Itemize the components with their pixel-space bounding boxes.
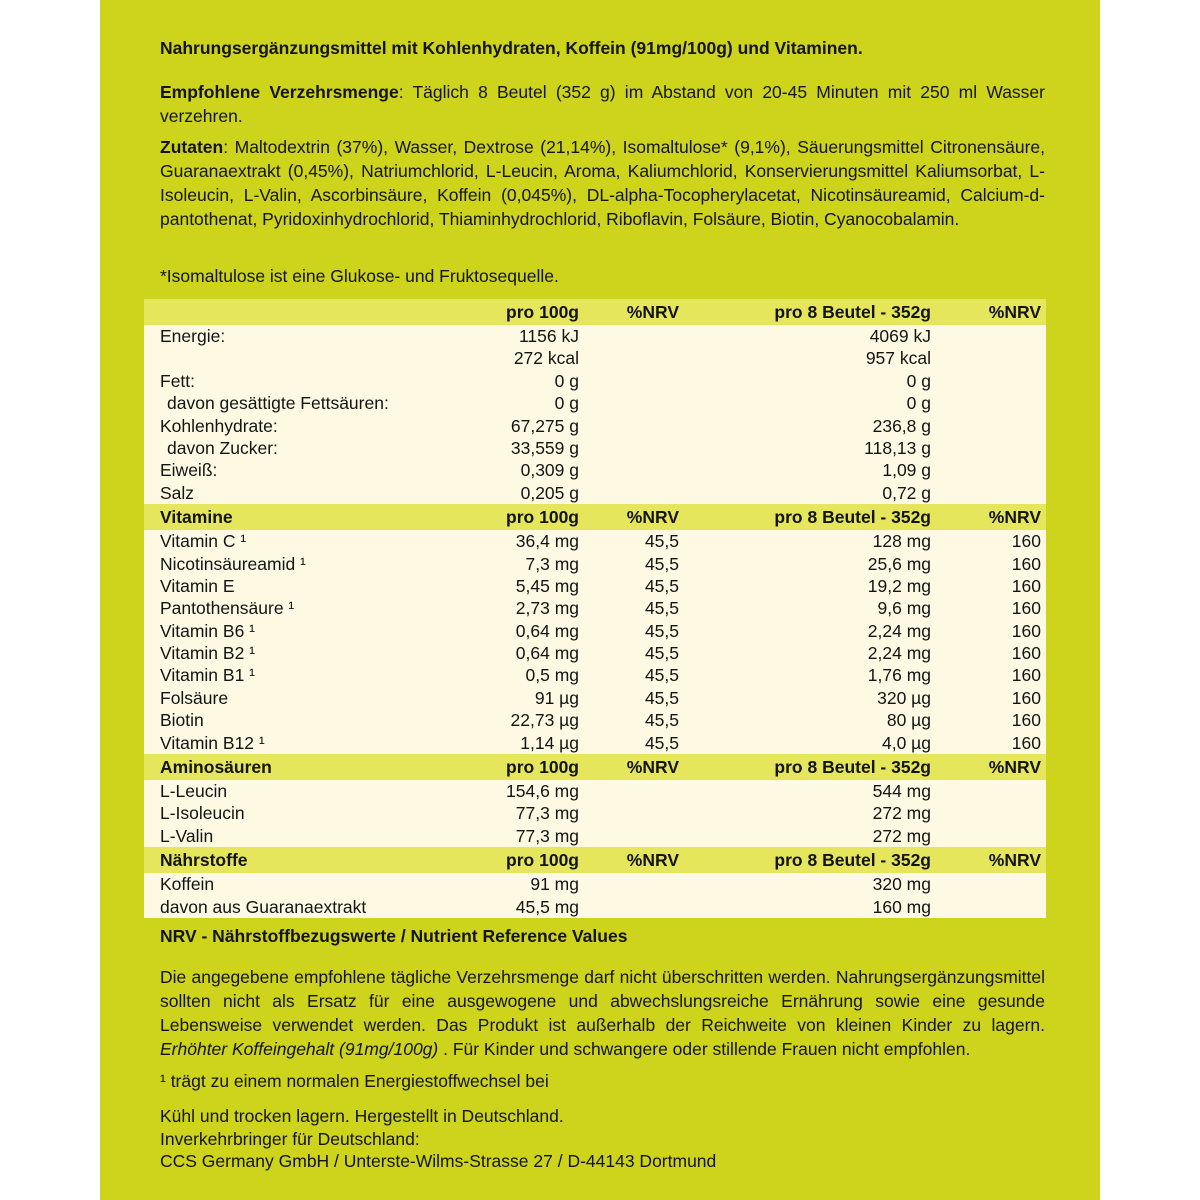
nrv-per-8-beutel <box>931 780 1046 802</box>
nrv-per-8-beutel <box>931 802 1046 824</box>
table-column-header-row <box>144 299 1046 325</box>
ingredients-label: Zutaten <box>160 136 224 157</box>
value-per-100g: 0,5 mg <box>525 665 579 686</box>
nrv-per-8-beutel <box>931 896 1046 918</box>
nrv-per-100g <box>579 482 679 504</box>
nrv-per-100g <box>579 415 679 437</box>
nutrient-name: Salz <box>160 482 195 503</box>
value-per-8-beutel: 0 g <box>906 393 931 414</box>
table-row <box>144 687 1046 709</box>
energy-metabolism-footnote: ¹ trägt zu einem normalen Energiestoffwechsel bei <box>160 1070 549 1091</box>
column-header-pro100g: pro 100g <box>506 757 579 778</box>
nrv-per-8-beutel <box>931 482 1046 504</box>
nutrient-name: davon aus Guaranaextrakt <box>160 896 367 917</box>
nutrient-name: Vitamin E <box>160 575 235 596</box>
value-per-8-beutel: 957 kcal <box>865 348 931 369</box>
column-header-nrv: %NRV <box>988 302 1041 322</box>
table-row <box>144 802 1046 824</box>
nutrient-name: Vitamin B1 ¹ <box>160 665 255 686</box>
table-row <box>144 347 1046 369</box>
column-header-pro8beutel: pro 8 Beutel - 352g <box>774 507 931 528</box>
column-header-pro8beutel: pro 8 Beutel - 352g <box>774 757 931 778</box>
nutrient-name: davon Zucker: <box>167 437 278 458</box>
distributor-label: Inverkehrbringer für Deutschland: <box>160 1128 420 1149</box>
value-per-100g: 0,309 g <box>520 460 579 481</box>
value-per-8-beutel: 272 mg <box>872 825 931 846</box>
value-per-100g: 77,3 mg <box>515 825 579 846</box>
recommended-serving-text: : Täglich 8 Beutel (352 g) im Abstand von 20-45 Minuten mit 250 ml Wasser verzehren. <box>160 81 1045 126</box>
value-per-100g: 33,559 g <box>510 437 579 458</box>
value-per-8-beutel: 4069 kJ <box>869 326 931 346</box>
column-header-nrv: %NRV <box>988 757 1041 778</box>
table-row <box>144 415 1046 437</box>
value-per-100g: 1156 kJ <box>519 326 579 346</box>
value-per-100g: 2,73 mg <box>515 598 579 619</box>
section-header-row <box>144 754 1046 780</box>
nrv-per-8-beutel: 160 <box>1011 687 1041 708</box>
ingredients-paragraph <box>160 135 1045 231</box>
table-row <box>144 732 1046 754</box>
table-row <box>144 392 1046 414</box>
value-per-8-beutel: 236,8 g <box>872 415 931 436</box>
value-per-100g: 36,4 mg <box>515 531 579 552</box>
nutrient-name: L-Leucin <box>160 781 228 802</box>
column-header-nrv: %NRV <box>626 507 679 528</box>
value-per-8-beutel: 320 mg <box>872 874 931 895</box>
nrv-per-100g <box>579 896 679 918</box>
value-per-100g: 77,3 mg <box>515 803 579 824</box>
nrv-per-100g <box>579 873 679 895</box>
nutrient-name: Pantothensäure ¹ <box>160 598 295 619</box>
column-header-nrv: %NRV <box>626 302 679 322</box>
column-header-pro100g: pro 100g <box>506 302 579 322</box>
nrv-per-8-beutel <box>931 325 1046 347</box>
nutrient-name: davon gesättigte Fettsäuren: <box>167 393 389 414</box>
nrv-per-8-beutel: 160 <box>1011 575 1041 596</box>
nrv-per-8-beutel: 160 <box>1011 643 1041 664</box>
nutrient-name <box>144 347 459 369</box>
nrv-per-8-beutel <box>931 370 1046 392</box>
nutrient-name: L-Isoleucin <box>160 803 245 824</box>
nrv-per-8-beutel <box>931 459 1046 481</box>
value-per-8-beutel: 272 mg <box>872 803 931 824</box>
section-title: Aminosäuren <box>160 757 272 778</box>
table-row <box>144 664 1046 686</box>
nutrient-name: Vitamin C ¹ <box>160 531 247 552</box>
nrv-per-8-beutel: 160 <box>1011 732 1041 753</box>
value-per-8-beutel: 2,24 mg <box>867 620 931 641</box>
value-per-100g: 22,73 µg <box>510 710 579 731</box>
nrv-per-100g: 45,5 <box>644 665 679 686</box>
value-per-100g: 91 µg <box>534 687 579 708</box>
nrv-per-8-beutel: 160 <box>1011 665 1041 686</box>
value-per-8-beutel: 19,2 mg <box>867 575 931 596</box>
nrv-per-100g: 45,5 <box>644 553 679 574</box>
nutrient-name: Folsäure <box>160 687 229 708</box>
value-per-100g: 0,64 mg <box>515 643 579 664</box>
product-label-sheet <box>100 0 1100 1200</box>
table-row <box>144 780 1046 802</box>
warning-text-end: . Für Kinder und schwangere oder stillende Frauen nicht empfohlen. <box>438 1038 971 1059</box>
table-row <box>144 873 1046 895</box>
nrv-per-8-beutel: 160 <box>1011 531 1041 552</box>
column-header-nrv: %NRV <box>988 507 1041 528</box>
nrv-per-8-beutel <box>931 437 1046 459</box>
nrv-per-8-beutel <box>931 873 1046 895</box>
value-per-100g: 1,14 µg <box>520 732 579 753</box>
nrv-per-8-beutel <box>931 392 1046 414</box>
nrv-per-100g <box>579 370 679 392</box>
table-row <box>144 530 1046 552</box>
value-per-8-beutel: 128 mg <box>872 531 931 552</box>
nrv-per-100g: 45,5 <box>644 643 679 664</box>
nrv-per-100g: 45,5 <box>644 531 679 552</box>
product-description: Nahrungsergänzungsmittel mit Kohlenhydraten, Koffein (91mg/100g) und Vitaminen. <box>160 37 863 58</box>
value-per-8-beutel: 160 mg <box>872 896 931 917</box>
value-per-8-beutel: 4,0 µg <box>881 732 931 753</box>
warning-text: Die angegebene empfohlene tägliche Verzehrsmenge darf nicht überschritten werden. Nahrungsergänzungsmittel sollten nicht als Ersatz für eine ausgewogene und abwechslungsreiche Ernährung sowie eine gesunde Lebensweise verwendet werden. Das Produkt ist außerhalb der Reichweite von kleinen Kinder zu lagern. <box>160 966 1045 1035</box>
value-per-100g: 7,3 mg <box>525 553 579 574</box>
table-row <box>144 553 1046 575</box>
table-row <box>144 620 1046 642</box>
nutrient-name: Kohlenhydrate: <box>160 415 278 436</box>
nutrient-name: Koffein <box>160 874 215 895</box>
table-row <box>144 437 1046 459</box>
value-per-100g: 0,64 mg <box>515 620 579 641</box>
nutrient-name: Nicotinsäureamid ¹ <box>160 553 306 574</box>
nrv-per-100g <box>579 392 679 414</box>
column-header-nrv: %NRV <box>626 850 679 871</box>
nrv-per-100g <box>579 802 679 824</box>
value-per-100g: 272 kcal <box>513 348 579 369</box>
nrv-per-8-beutel <box>931 415 1046 437</box>
nutrient-name: L-Valin <box>160 825 214 846</box>
nutrient-name: Vitamin B6 ¹ <box>160 620 255 641</box>
value-per-8-beutel: 0 g <box>906 370 931 391</box>
table-row <box>144 459 1046 481</box>
nrv-per-100g: 45,5 <box>644 598 679 619</box>
section-header-row <box>144 504 1046 530</box>
nrv-per-100g: 45,5 <box>644 710 679 731</box>
manufacturer-block <box>160 1105 1045 1173</box>
value-per-100g: 5,45 mg <box>515 575 579 596</box>
table-row <box>144 575 1046 597</box>
value-per-100g: 0 g <box>554 370 579 391</box>
value-per-8-beutel: 80 µg <box>886 710 931 731</box>
recommended-serving-label: Empfohlene Verzehrsmenge <box>160 81 399 102</box>
storage-instruction: Kühl und trocken lagern. Hergestellt in Deutschland. <box>160 1106 564 1126</box>
nrv-per-8-beutel: 160 <box>1011 710 1041 731</box>
column-header-pro8beutel: pro 8 Beutel - 352g <box>774 850 931 871</box>
table-row <box>144 482 1046 504</box>
nrv-per-100g <box>579 459 679 481</box>
value-per-8-beutel: 1,76 mg <box>867 665 931 686</box>
table-row <box>144 370 1046 392</box>
value-per-8-beutel: 544 mg <box>872 781 931 802</box>
nutrient-name: Vitamin B12 ¹ <box>160 732 265 753</box>
nrv-per-8-beutel: 160 <box>1011 598 1041 619</box>
nrv-per-100g: 45,5 <box>644 620 679 641</box>
value-per-100g: 67,275 g <box>510 415 579 436</box>
nutrient-name: Energie: <box>160 326 226 346</box>
value-per-8-beutel: 0,72 g <box>882 482 931 503</box>
table-row <box>144 825 1046 847</box>
nrv-per-100g <box>579 825 679 847</box>
value-per-100g: 91 mg <box>530 874 579 895</box>
value-per-8-beutel: 9,6 mg <box>877 598 931 619</box>
table-row <box>144 709 1046 731</box>
table-row <box>144 597 1046 619</box>
value-per-8-beutel: 25,6 mg <box>867 553 931 574</box>
distributor-address: CCS Germany GmbH / Unterste-Wilms-Strasse 27 / D-44143 Dortmund <box>160 1151 717 1171</box>
nrv-per-8-beutel <box>931 825 1046 847</box>
nrv-per-100g <box>579 347 679 369</box>
nrv-per-100g: 45,5 <box>644 732 679 753</box>
isomaltulose-note: *Isomaltulose ist eine Glukose- und Fruktosequelle. <box>160 265 559 286</box>
value-per-100g: 0 g <box>554 393 579 414</box>
nrv-per-100g: 45,5 <box>644 575 679 596</box>
caffeine-warning-italic: Erhöhter Koffeingehalt (91mg/100g) <box>160 1038 439 1059</box>
nrv-per-100g <box>579 780 679 802</box>
warning-paragraph <box>160 965 1045 1061</box>
value-per-8-beutel: 1,09 g <box>882 460 931 481</box>
column-header-pro8beutel: pro 8 Beutel - 352g <box>774 302 931 322</box>
value-per-8-beutel: 118,13 g <box>864 437 931 458</box>
nrv-per-100g <box>579 325 679 347</box>
section-title: Nährstoffe <box>160 850 248 871</box>
column-header-nrv: %NRV <box>626 757 679 778</box>
ingredients-text: : Maltodextrin (37%), Wasser, Dextrose (21,14%), Isomaltulose* (9,1%), Säuerungsmittel Citronensäure, Guaranaextrakt (0,45%), Natriumchlorid, L-Leucin, Aroma, Kaliumchlorid, Konservierungsmittel Kaliumsorbat, L-Isoleucin, L-Valin, Ascorbinsäure, Koffein (0,045%), DL-alpha-Tocopherylacetat, Nicotinsäureamid, Calcium-d-pantothenat, Pyridoxinhydrochlorid, Thiaminhydrochlorid, Riboflavin, Folsäure, Biotin, Cyanocobalamin. <box>160 136 1045 229</box>
section-title <box>144 299 459 325</box>
nrv-per-100g <box>579 437 679 459</box>
column-header-pro100g: pro 100g <box>506 507 579 528</box>
nrv-per-100g: 45,5 <box>644 687 679 708</box>
table-row <box>144 642 1046 664</box>
nrv-per-8-beutel: 160 <box>1011 620 1041 641</box>
value-per-8-beutel: 320 µg <box>877 687 931 708</box>
nrv-note: NRV - Nährstoffbezugswerte / Nutrient Reference Values <box>160 925 628 946</box>
recommended-serving-paragraph <box>160 80 1045 128</box>
table-row <box>144 896 1046 918</box>
nrv-per-8-beutel <box>931 347 1046 369</box>
nutrient-name: Vitamin B2 ¹ <box>160 643 255 664</box>
value-per-100g: 154,6 mg <box>506 781 579 802</box>
nutrient-name: Biotin <box>160 710 204 731</box>
value-per-8-beutel: 2,24 mg <box>867 643 931 664</box>
column-header-nrv: %NRV <box>988 850 1041 871</box>
nutrient-name: Eiweiß: <box>160 460 218 481</box>
nutrient-name: Fett: <box>160 370 196 391</box>
table-row <box>144 325 1046 347</box>
section-header-row <box>144 847 1046 873</box>
value-per-100g: 45,5 mg <box>515 896 579 917</box>
value-per-100g: 0,205 g <box>520 482 579 503</box>
section-title: Vitamine <box>160 507 233 528</box>
nrv-per-8-beutel: 160 <box>1011 553 1041 574</box>
nutrition-table <box>144 299 1046 918</box>
column-header-pro100g: pro 100g <box>506 850 579 871</box>
